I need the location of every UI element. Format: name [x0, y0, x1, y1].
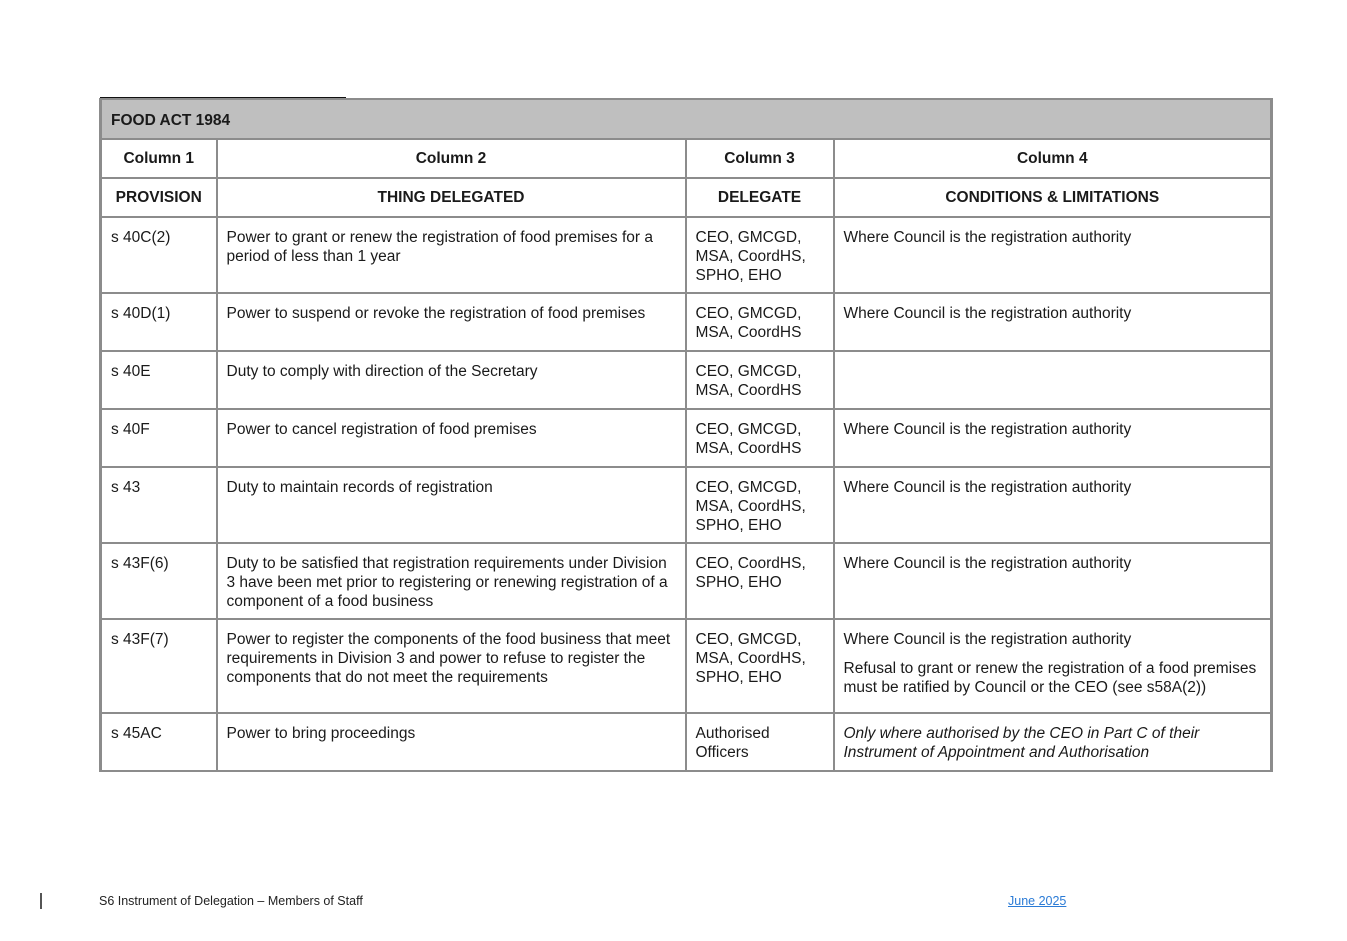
thing-delegated-cell: Power to suspend or revoke the registration of food premises: [217, 293, 686, 351]
provision-cell: s 40D(1): [101, 293, 217, 351]
conditions-cell: [834, 713, 1272, 771]
provision-cell: s 43F(6): [101, 543, 217, 619]
condition-text: Where Council is the registration authority: [843, 555, 1132, 572]
conditions-cell: [834, 293, 1272, 351]
column-heading-provision: [101, 178, 217, 217]
condition-text: Where Council is the registration authority: [843, 305, 1132, 322]
delegate-cell: CEO, GMCGD, MSA, CoordHS, SPHO, EHO: [686, 619, 834, 713]
provision-cell: s 40C(2): [101, 217, 217, 293]
provision-cell: s 40F: [101, 409, 217, 467]
table-row: [101, 543, 1272, 619]
column-heading-thing-delegated: [217, 178, 686, 217]
condition-text: Where Council is the registration authority: [843, 479, 1132, 496]
condition-text: Where Council is the registration authority: [843, 421, 1132, 438]
thing-delegated-cell: Power to bring proceedings: [217, 713, 686, 771]
delegate-cell: CEO, GMCGD, MSA, CoordHS, SPHO, EHO: [686, 217, 834, 293]
provision-cell: s 45AC: [101, 713, 217, 771]
provision-cell: s 40E: [101, 351, 217, 409]
column-number-4: [834, 139, 1272, 178]
column-heading-row: [101, 178, 1272, 217]
thing-delegated-cell: Duty to comply with direction of the Secretary: [217, 351, 686, 409]
table-row: [101, 293, 1272, 351]
thing-delegated-cell: Power to register the components of the food business that meet requirements in Division 3 and power to refuse to register the components that do not meet the requirements: [217, 619, 686, 713]
column-number-1: [101, 139, 217, 178]
footer-change-bar: [40, 893, 42, 909]
conditions-cell: [834, 409, 1272, 467]
footer-date-link[interactable]: June 2025: [1008, 894, 1067, 908]
conditions-cell: [834, 351, 1272, 409]
act-title-row: [101, 99, 1272, 139]
column-heading-label: PROVISION: [115, 189, 202, 206]
thing-delegated-cell: Duty to maintain records of registration: [217, 467, 686, 543]
table-row: [101, 467, 1272, 543]
column-heading-label: THING DELEGATED: [377, 189, 525, 206]
table-row: [101, 409, 1272, 467]
delegate-cell: CEO, GMCGD, MSA, CoordHS: [686, 293, 834, 351]
provision-cell: s 43F(7): [101, 619, 217, 713]
column-number-3: [686, 139, 834, 178]
column-number-2: [217, 139, 686, 178]
column-heading-conditions: [834, 178, 1272, 217]
delegate-cell: CEO, GMCGD, MSA, CoordHS: [686, 351, 834, 409]
condition-text: Where Council is the registration authority: [843, 631, 1132, 648]
footer-document-title: S6 Instrument of Delegation – Members of Staff: [99, 894, 363, 908]
delegate-cell: CEO, GMCGD, MSA, CoordHS, SPHO, EHO: [686, 467, 834, 543]
column-heading-label: DELEGATE: [717, 189, 802, 206]
column-number-row: [101, 139, 1272, 178]
condition-text: Where Council is the registration authority: [843, 229, 1132, 246]
delegate-cell: CEO, CoordHS, SPHO, EHO: [686, 543, 834, 619]
conditions-cell: [834, 543, 1272, 619]
table-row: [101, 619, 1272, 713]
delegation-table: [99, 98, 1273, 772]
thing-delegated-cell: Power to cancel registration of food premises: [217, 409, 686, 467]
column-number-label: Column 4: [1016, 150, 1088, 167]
provision-cell: s 43: [101, 467, 217, 543]
thing-delegated-cell: Power to grant or renew the registration of food premises for a period of less than 1 year: [217, 217, 686, 293]
column-number-label: Column 2: [415, 150, 487, 167]
table-row: [101, 713, 1272, 771]
condition-text: Only where authorised by the CEO in Part C of their Instrument of Appointment and Authorisation: [843, 725, 1200, 761]
conditions-cell: [834, 619, 1272, 713]
delegate-cell: CEO, GMCGD, MSA, CoordHS: [686, 409, 834, 467]
delegate-cell: Authorised Officers: [686, 713, 834, 771]
act-title: FOOD ACT 1984: [111, 112, 231, 129]
conditions-cell: [834, 467, 1272, 543]
condition-text: Refusal to grant or renew the registration of a food premises must be ratified by Council or the CEO (see s58A(2)): [843, 660, 1257, 696]
column-heading-label: CONDITIONS & LIMITATIONS: [945, 189, 1160, 206]
table-row: [101, 217, 1272, 293]
act-title-cell: [101, 99, 1272, 139]
column-number-label: Column 3: [724, 150, 795, 167]
column-number-label: Column 1: [123, 150, 195, 167]
thing-delegated-cell: Duty to be satisfied that registration requirements under Division 3 have been met prior to registering or renewing registration of a component of a food business: [217, 543, 686, 619]
table-row: [101, 351, 1272, 409]
column-heading-delegate: [686, 178, 834, 217]
conditions-cell: [834, 217, 1272, 293]
